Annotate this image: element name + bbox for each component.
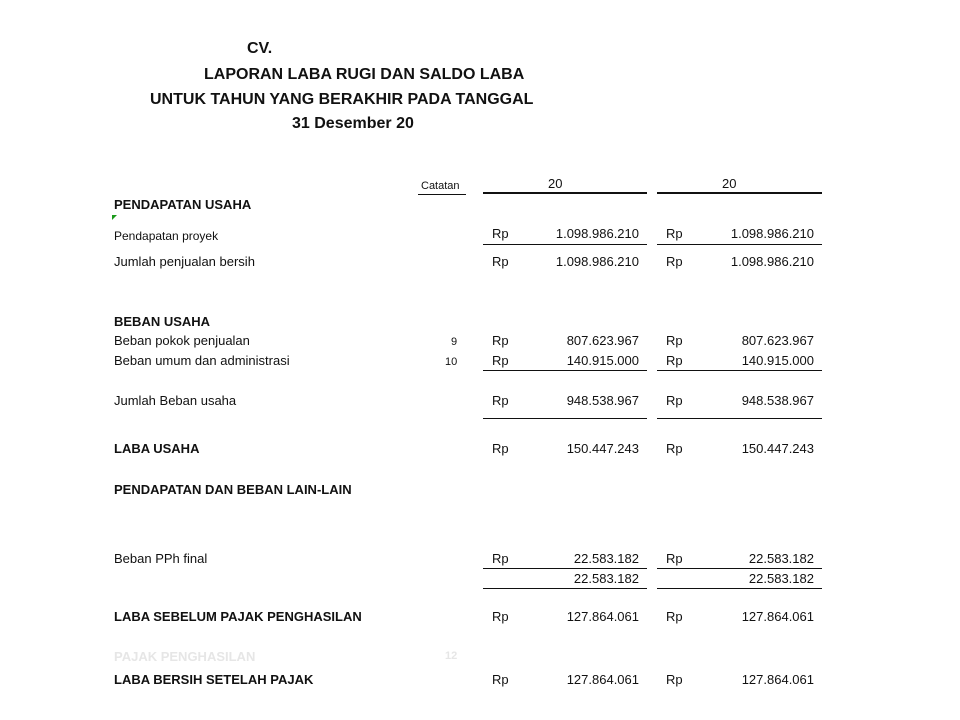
row-pre-tax-value2: 127.864.061 [741,609,814,624]
row-admin-note: 10 [445,356,458,368]
underline-admin-2 [657,370,822,371]
row-admin-value2: 140.915.000 [741,353,814,368]
row-pre-tax-rp1: Rp [492,609,509,624]
row-net-sales-value1: 1.098.986.210 [555,254,639,269]
row-project-revenue-label: Pendapatan proyek [114,229,219,243]
underline-pph-final-1 [483,568,647,569]
row-net-rp2: Rp [666,672,683,687]
row-cogs-rp1: Rp [492,333,509,348]
underline-total-expenses-1 [483,418,647,419]
underline-other-subtotal-1 [483,588,647,589]
row-total-expenses-rp2: Rp [666,393,683,408]
row-pph-final-value2: 22.583.182 [748,551,814,566]
report-title: LAPORAN LABA RUGI DAN SALDO LABA [204,66,525,83]
column-year2-underline [657,192,822,194]
row-operating-profit-value1: 150.447.243 [566,441,639,456]
row-cogs-value2: 807.623.967 [741,333,814,348]
row-net-sales-rp1: Rp [492,254,509,269]
section-net-profit: LABA BERSIH SETELAH PAJAK [114,672,314,687]
row-admin-rp1: Rp [492,353,509,368]
row-project-revenue-rp1: Rp [492,226,509,241]
row-project-revenue-value2: 1.098.986.210 [730,226,814,241]
row-cogs-rp2: Rp [666,333,683,348]
row-net-value2: 127.864.061 [741,672,814,687]
row-cogs-value1: 807.623.967 [566,333,639,348]
row-total-expenses-rp1: Rp [492,393,509,408]
section-other-income-expense: PENDAPATAN DAN BEBAN LAIN-LAIN [114,482,352,497]
row-cogs-label: Beban pokok penjualan [114,333,250,348]
underline-project-revenue-1 [483,244,647,245]
row-operating-profit-rp1: Rp [492,441,509,456]
row-pre-tax-rp2: Rp [666,609,683,624]
row-pre-tax-value1: 127.864.061 [566,609,639,624]
section-pre-tax-profit: LABA SEBELUM PAJAK PENGHASILAN [114,609,362,624]
row-total-expenses-label: Jumlah Beban usaha [114,393,237,408]
company-name: CV. [247,40,273,57]
row-total-expenses-value2: 948.538.967 [741,393,814,408]
column-year1-header: 20 [548,176,563,191]
underline-total-expenses-2 [657,418,822,419]
underline-admin-1 [483,370,647,371]
row-net-value1: 127.864.061 [566,672,639,687]
row-admin-label: Beban umum dan administrasi [114,353,290,368]
row-admin-rp2: Rp [666,353,683,368]
report-date: 31 Desember 20 [292,115,414,132]
section-operating-profit: LABA USAHA [114,441,200,456]
row-net-sales-rp2: Rp [666,254,683,269]
row-pph-final-rp1: Rp [492,551,509,566]
column-year1-underline [483,192,647,194]
row-pph-final-rp2: Rp [666,551,683,566]
row-operating-profit-rp2: Rp [666,441,683,456]
underline-other-subtotal-2 [657,588,822,589]
row-cogs-note: 9 [451,336,458,348]
section-expenses: BEBAN USAHA [114,314,211,329]
row-tax-note: 12 [445,650,458,662]
row-other-subtotal-value2: 22.583.182 [748,571,814,586]
row-project-revenue-value1: 1.098.986.210 [555,226,639,241]
row-other-subtotal-value1: 22.583.182 [573,571,639,586]
row-net-sales-value2: 1.098.986.210 [730,254,814,269]
underline-pph-final-2 [657,568,822,569]
row-project-revenue-rp2: Rp [666,226,683,241]
row-net-rp1: Rp [492,672,509,687]
row-net-sales-label: Jumlah penjualan bersih [114,254,255,269]
row-operating-profit-value2: 150.447.243 [741,441,814,456]
section-income-tax: PAJAK PENGHASILAN [114,649,256,664]
column-year2-header: 20 [722,176,737,191]
report-subtitle: UNTUK TAHUN YANG BERAKHIR PADA TANGGAL [150,91,534,108]
column-note-underline [418,194,466,195]
cell-comment-marker [112,215,117,220]
column-note-header: Catatan [421,180,460,192]
row-total-expenses-value1: 948.538.967 [566,393,639,408]
row-pph-final-value1: 22.583.182 [573,551,639,566]
underline-project-revenue-2 [657,244,822,245]
section-revenue: PENDAPATAN USAHA [114,197,252,212]
row-pph-final-label: Beban PPh final [114,551,208,566]
row-admin-value1: 140.915.000 [566,353,639,368]
